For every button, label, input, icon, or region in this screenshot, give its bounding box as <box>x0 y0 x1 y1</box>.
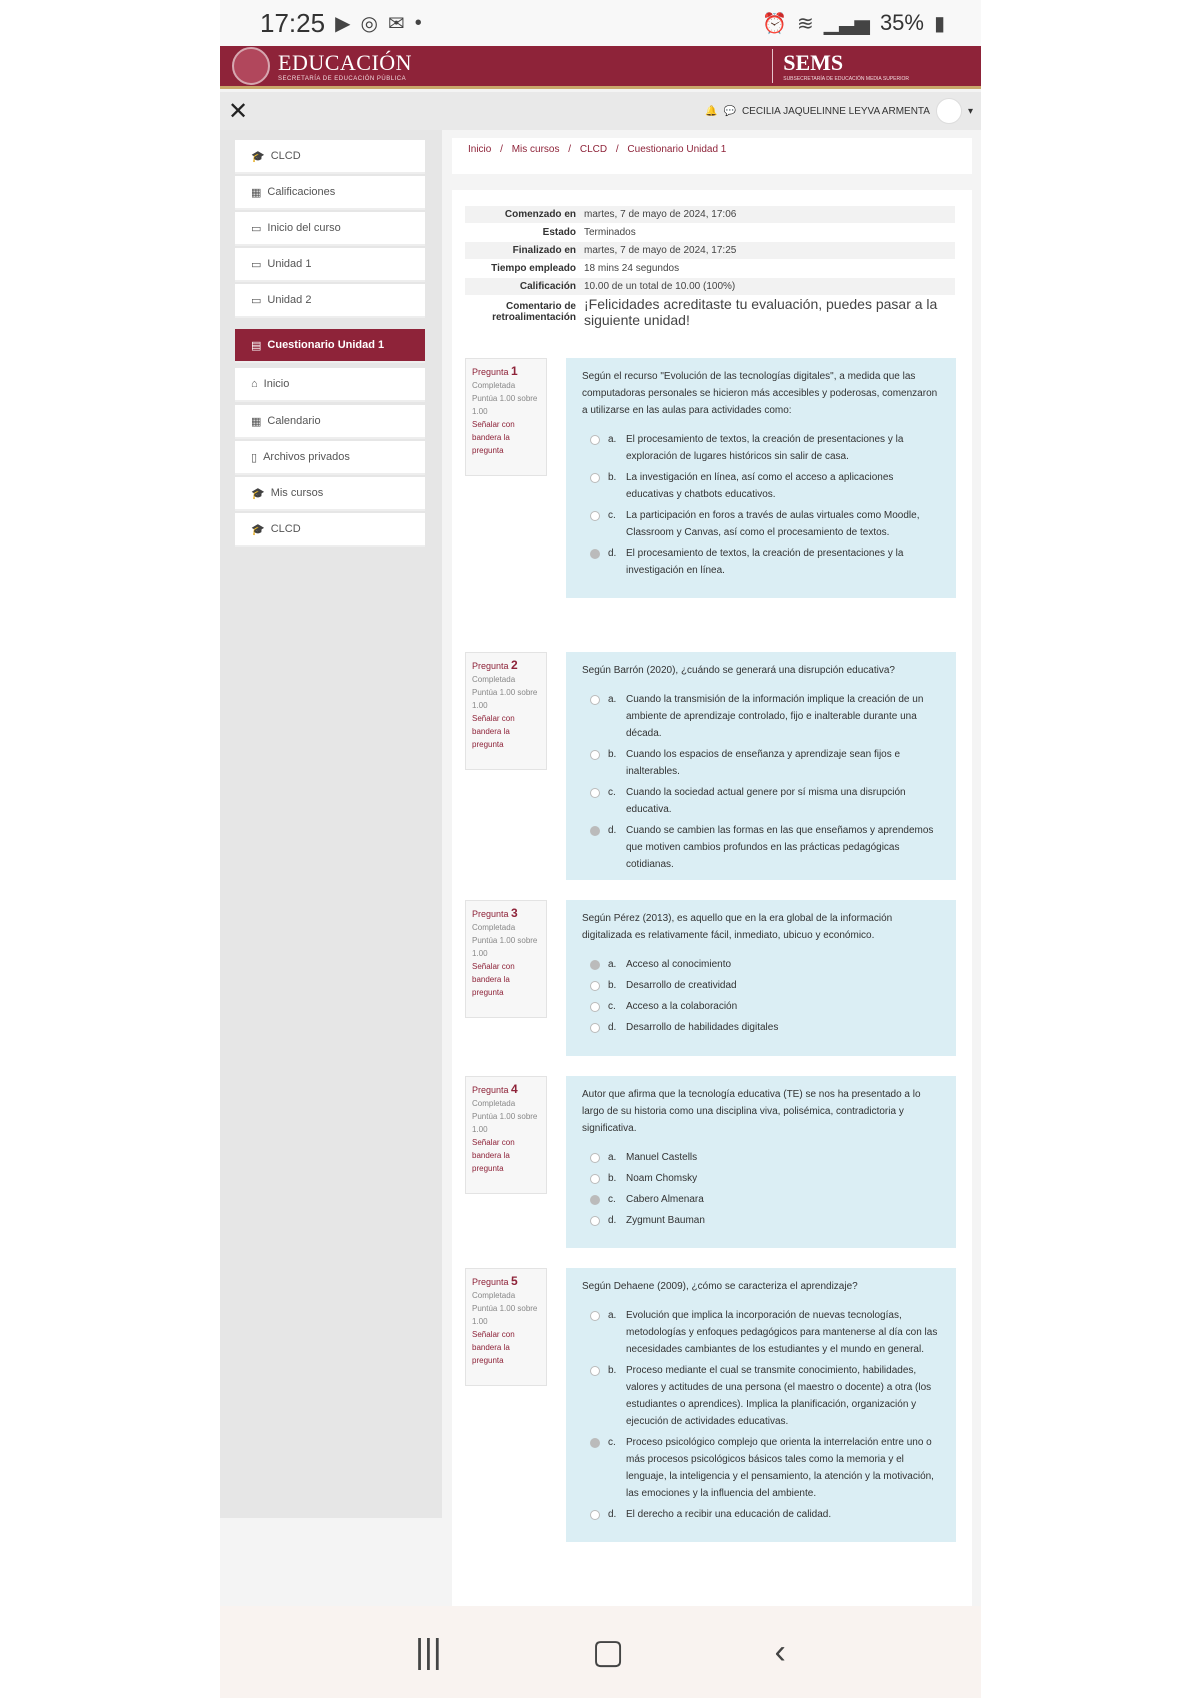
question-status: Completada <box>472 1291 516 1300</box>
option-text: El procesamiento de textos, la creación de presentaciones y la exploración de lugares históricos sin salir de casa. <box>626 434 904 462</box>
answer-option[interactable] <box>582 1307 940 1358</box>
option-text: Cuando la transmisión de la información implique la creación de un ambiente de aprendizaje controlado, fijo e inalterable durante una década. <box>626 694 924 739</box>
breadcrumb-separator: / <box>568 144 572 155</box>
sidebar <box>220 130 442 1518</box>
sidebar-item-label: Inicio <box>263 378 290 390</box>
summary-value: martes, 7 de mayo de 2024, 17:06 <box>584 209 737 220</box>
wifi-icon: ≋ <box>797 12 814 35</box>
option-text: Cabero Almenara <box>626 1194 704 1205</box>
radio-button[interactable] <box>590 1438 600 1448</box>
alarm-icon: ⏰ <box>762 12 788 35</box>
summary-row <box>465 224 955 242</box>
option-letter: c. <box>608 1001 616 1012</box>
option-text: Acceso a la colaboración <box>626 1001 738 1012</box>
answer-option[interactable] <box>582 1191 940 1208</box>
brand-educacion <box>278 50 412 82</box>
option-text: Proceso psicológico complejo que orienta la interrelación entre uno o más procesos psicológicos básicos tales como la memoria y el lenguaje, la inteligencia y el pensamiento, la atención y la motivación, las emociones y la influencia del ambiente. <box>626 1437 934 1499</box>
question-score: Puntúa 1.00 sobre 1.00 <box>472 1112 538 1134</box>
summary-row <box>465 206 955 224</box>
sidebar-item-label: Calendario <box>267 415 321 427</box>
sidebar-item-unidad-2[interactable] <box>235 284 425 318</box>
option-text: Desarrollo de habilidades digitales <box>626 1022 779 1033</box>
dot-icon: • <box>414 11 422 34</box>
option-text: El derecho a recibir una educación de calidad. <box>626 1509 832 1520</box>
option-letter: a. <box>608 959 617 970</box>
sidebar-item-label: CLCD <box>270 150 301 162</box>
option-letter: d. <box>608 548 617 559</box>
graduation-cap-icon: 🎓 <box>251 487 265 500</box>
question-text: Según Barrón (2020), ¿cuándo se generará una disrupción educativa? <box>582 665 895 676</box>
option-letter: c. <box>608 1194 616 1205</box>
option-letter: b. <box>608 1365 617 1376</box>
sidebar-item-inicio[interactable] <box>235 368 425 402</box>
answer-option[interactable] <box>582 784 940 818</box>
option-letter: b. <box>608 980 617 991</box>
top-navbar <box>220 92 981 130</box>
sidebar-item-cuestionario[interactable] <box>235 329 425 363</box>
radio-button[interactable] <box>590 960 600 970</box>
summary-label: Calificación <box>519 281 576 292</box>
summary-label: Comenzado en <box>504 209 576 220</box>
folder-icon: ▭ <box>251 222 262 235</box>
question-status: Completada <box>472 923 516 932</box>
breadcrumb-inicio[interactable]: Inicio <box>468 144 492 155</box>
avatar[interactable] <box>936 98 962 124</box>
radio-button[interactable] <box>590 981 600 991</box>
question-info <box>465 358 547 476</box>
question-info <box>465 900 547 1018</box>
flag-question-link[interactable]: Señalar con bandera la pregunta <box>472 1330 515 1365</box>
question-text: Según Dehaene (2009), ¿cómo se caracteriza el aprendizaje? <box>582 1281 858 1292</box>
breadcrumb-clcd[interactable]: CLCD <box>579 144 608 155</box>
answer-option[interactable] <box>582 1170 940 1187</box>
sidebar-item-label: Unidad 1 <box>267 258 312 270</box>
summary-value: martes, 7 de mayo de 2024, 17:25 <box>584 245 737 256</box>
option-text: Zygmunt Bauman <box>626 1215 705 1226</box>
sidebar-item-unidad-1[interactable] <box>235 248 425 282</box>
sidebar-item-label: Mis cursos <box>270 487 324 499</box>
flag-question-link[interactable]: Señalar con bandera la pregunta <box>472 420 515 455</box>
answer-option[interactable] <box>582 1212 940 1229</box>
option-letter: d. <box>608 1022 617 1033</box>
option-text: Cuando la sociedad actual genere por sí misma una disrupción educativa. <box>626 787 906 815</box>
brand-educacion-subtitle: SECRETARÍA DE EDUCACIÓN PÚBLICA <box>278 76 407 82</box>
answer-option[interactable] <box>582 507 940 541</box>
answer-option[interactable] <box>582 1019 940 1036</box>
flag-question-link[interactable]: Señalar con bandera la pregunta <box>472 1138 515 1173</box>
feedback-text: ¡Felicidades acreditaste tu evaluación, puedes pasar a la siguiente unidad! <box>584 296 938 328</box>
option-letter: a. <box>608 1310 617 1321</box>
answer-option[interactable] <box>582 822 940 873</box>
option-letter: b. <box>608 1173 617 1184</box>
user-menu[interactable] <box>705 98 973 124</box>
sidebar-item-label: Unidad 2 <box>267 294 312 306</box>
radio-button[interactable] <box>590 1153 600 1163</box>
option-letter: a. <box>608 1152 617 1163</box>
option-text: El procesamiento de textos, la creación de presentaciones y la investigación en línea. <box>626 548 904 576</box>
option-text: Cuando los espacios de enseñanza y aprendizaje sean fijos e inalterables. <box>626 749 901 777</box>
radio-button[interactable] <box>590 1002 600 1012</box>
summary-row <box>465 296 955 329</box>
breadcrumb-separator: / <box>500 144 503 155</box>
question-info <box>465 652 547 770</box>
option-letter: c. <box>608 1437 616 1448</box>
option-letter: c. <box>608 787 616 798</box>
sidebar-item-label: Cuestionario Unidad 1 <box>267 339 385 351</box>
question-text: Según el recurso "Evolución de las tecnologías digitales", a medida que las computadoras personales se hicieron más accesibles y poderosas, comenzaron a utilizarse en las aulas para actividades como: <box>582 371 938 416</box>
answer-option[interactable] <box>582 1434 940 1502</box>
brand-educacion-title: EDUCACIÓN <box>278 50 413 75</box>
question-score: Puntúa 1.00 sobre 1.00 <box>472 1304 538 1326</box>
radio-button[interactable] <box>590 1311 600 1321</box>
option-text: Evolución que implica la incorporación de nuevas tecnologías, metodologías y enfoques pedagógicos para mantenerse al día con las necesidades cambiantes de los estudiantes y el mundo en general. <box>626 1310 938 1355</box>
sidebar-item-clcd-2[interactable] <box>235 513 425 547</box>
signal-icon: ▁▃▅ <box>823 12 870 35</box>
question-number: Pregunta 2 <box>472 658 518 672</box>
sidebar-item-inicio-curso[interactable] <box>235 212 425 246</box>
radio-button[interactable] <box>590 1510 600 1520</box>
summary-value: 10.00 de un total de 10.00 (100%) <box>584 281 736 292</box>
option-text: Noam Chomsky <box>626 1173 698 1184</box>
option-letter: d. <box>608 825 617 836</box>
graduation-cap-icon: 🎓 <box>251 150 265 163</box>
option-text: Manuel Castells <box>626 1152 698 1163</box>
main-content <box>442 130 981 1606</box>
question-number: Pregunta 3 <box>472 906 518 920</box>
brand-sems-subtitle: SUBSECRETARÍA DE EDUCACIÓN MEDIA SUPERIOR <box>783 76 909 82</box>
graduation-cap-icon: 🎓 <box>251 523 265 536</box>
radio-button[interactable] <box>590 1195 600 1205</box>
radio-button[interactable] <box>590 1366 600 1376</box>
question-status: Completada <box>472 1099 516 1108</box>
answer-option[interactable] <box>582 431 940 465</box>
brand-sems <box>783 50 909 82</box>
answer-option[interactable] <box>582 1362 940 1430</box>
answer-option[interactable] <box>582 1506 940 1523</box>
youtube-icon: ▶ <box>335 12 351 35</box>
question-number: Pregunta 1 <box>472 364 518 378</box>
radio-button[interactable] <box>590 473 600 483</box>
option-letter: c. <box>608 510 616 521</box>
radio-button[interactable] <box>590 695 600 705</box>
battery-percent: 35% <box>879 10 924 35</box>
breadcrumb-separator: / <box>615 144 619 155</box>
radio-button[interactable] <box>590 1216 600 1226</box>
answer-option[interactable] <box>582 691 940 742</box>
option-letter: a. <box>608 694 617 705</box>
option-letter: b. <box>608 472 617 483</box>
breadcrumb-cuestionario[interactable]: Cuestionario Unidad 1 <box>627 144 727 155</box>
breadcrumb <box>452 138 972 174</box>
sidebar-item-calendario[interactable] <box>235 405 425 439</box>
folder-icon: ▭ <box>251 258 262 271</box>
sidebar-item-label: CLCD <box>270 523 301 535</box>
whatsapp-icon: ◎ <box>360 12 378 35</box>
sidebar-item-label: Archivos privados <box>263 451 350 463</box>
notifications-bell-icon[interactable]: 🔔 <box>705 105 718 117</box>
header-banner <box>220 46 981 89</box>
option-letter: d. <box>608 1509 617 1520</box>
sidebar-item-clcd[interactable] <box>235 140 425 174</box>
option-letter: b. <box>608 749 617 760</box>
question-text: Según Pérez (2013), es aquello que en la era global de la información digitalizada es relativamente fácil, inmediato, ubicuo y económico. <box>582 913 893 941</box>
radio-button[interactable] <box>590 1174 600 1184</box>
question-score: Puntúa 1.00 sobre 1.00 <box>472 688 538 710</box>
flag-question-link[interactable]: Señalar con bandera la pregunta <box>472 714 515 749</box>
question-number: Pregunta 4 <box>472 1082 518 1096</box>
answer-option[interactable] <box>582 998 940 1015</box>
government-seal-icon <box>232 47 270 85</box>
summary-row <box>465 278 955 296</box>
breadcrumb-mis-cursos[interactable]: Mis cursos <box>511 144 560 155</box>
question-number: Pregunta 5 <box>472 1274 518 1288</box>
radio-button[interactable] <box>590 435 600 445</box>
brand-sems-title: SEMS <box>783 50 844 75</box>
summary-value: Terminados <box>584 227 636 238</box>
folder-icon: ▭ <box>251 294 262 307</box>
question-box <box>566 900 956 1056</box>
sidebar-item-mis-cursos[interactable] <box>235 477 425 511</box>
question-score: Puntúa 1.00 sobre 1.00 <box>472 394 538 416</box>
question-box <box>566 652 956 880</box>
table-icon: ▦ <box>251 186 262 199</box>
sidebar-item-calificaciones[interactable] <box>235 176 425 210</box>
answer-option[interactable] <box>582 977 940 994</box>
question-text: Autor que afirma que la tecnología educativa (TE) se nos ha presentado a lo largo de su historia como una disciplina viva, polisémica, contradictoria y significativa. <box>582 1089 921 1134</box>
question-info <box>465 1268 547 1386</box>
summary-label: Tiempo empleado <box>491 263 576 274</box>
android-nav-bar <box>220 1606 981 1698</box>
chevron-down-icon[interactable]: ▾ <box>967 105 973 117</box>
summary-label: Estado <box>542 227 576 238</box>
sidebar-item-archivos[interactable] <box>235 441 425 475</box>
summary-label: Comentario de retroalimentación <box>492 301 576 323</box>
option-text: La investigación en línea, así como el acceso a aplicaciones educativas y chatbots educativos. <box>626 472 894 500</box>
question-box <box>566 1268 956 1542</box>
status-time: 17:25 <box>260 7 326 38</box>
user-name[interactable]: CECILIA JAQUELINNE LEYVA ARMENTA <box>741 105 930 117</box>
summary-row <box>465 260 955 278</box>
question-box <box>566 358 956 598</box>
summary-row <box>465 242 955 260</box>
flag-question-link[interactable]: Señalar con bandera la pregunta <box>472 962 515 997</box>
option-letter: d. <box>608 1215 617 1226</box>
question-status: Completada <box>472 675 516 684</box>
back-icon[interactable]: ‹ <box>774 1632 786 1671</box>
question-info <box>465 1076 547 1194</box>
phone-screen <box>220 0 981 1698</box>
option-text: Cuando se cambien las formas en las que enseñamos y aprendemos que motiven cambios profundos en las prácticas pedagógicas cotidianas. <box>626 825 934 870</box>
attempt-summary-table <box>465 206 955 329</box>
recent-apps-icon[interactable]: ||| <box>415 1632 442 1671</box>
option-text: Desarrollo de creatividad <box>626 980 737 991</box>
home-icon: ⌂ <box>251 378 258 390</box>
option-letter: a. <box>608 434 617 445</box>
radio-button[interactable] <box>590 750 600 760</box>
answer-option[interactable] <box>582 956 940 973</box>
answer-option[interactable] <box>582 1149 940 1166</box>
close-drawer-icon[interactable]: ✕ <box>228 97 249 125</box>
summary-value: 18 mins 24 segundos <box>584 263 680 274</box>
messages-icon[interactable]: 💬 <box>723 105 736 117</box>
file-icon: ▯ <box>251 451 258 464</box>
calendar-icon: ▦ <box>251 415 262 428</box>
home-button-icon[interactable]: ▢ <box>592 1633 625 1671</box>
gmail-icon: ✉ <box>387 12 405 35</box>
answer-option[interactable] <box>582 469 940 503</box>
radio-button[interactable] <box>590 826 600 836</box>
quiz-review-card <box>452 190 972 1610</box>
question-score: Puntúa 1.00 sobre 1.00 <box>472 936 538 958</box>
banner-divider <box>772 49 773 83</box>
radio-button[interactable] <box>590 1023 600 1033</box>
option-text: La participación en foros a través de aulas virtuales como Moodle, Classroom y Canvas, así como el procesamiento de textos. <box>626 510 920 538</box>
summary-label: Finalizado en <box>512 245 576 256</box>
status-bar <box>220 0 981 46</box>
radio-button[interactable] <box>590 511 600 521</box>
answer-option[interactable] <box>582 545 940 579</box>
quiz-icon: ▤ <box>251 339 262 352</box>
option-text: Proceso mediante el cual se transmite conocimiento, habilidades, valores y actitudes de una persona (el maestro o docente) a otra (los estudiantes o aprendices). Implica la planificación, organización y ejecución de actividades educativas. <box>626 1365 932 1427</box>
answer-option[interactable] <box>582 746 940 780</box>
sidebar-item-label: Calificaciones <box>267 186 336 198</box>
sidebar-item-label: Inicio del curso <box>267 222 341 234</box>
question-status: Completada <box>472 381 516 390</box>
option-text: Acceso al conocimiento <box>626 959 732 970</box>
radio-button[interactable] <box>590 788 600 798</box>
radio-button[interactable] <box>590 549 600 559</box>
question-box <box>566 1076 956 1248</box>
battery-icon: ▮ <box>933 12 945 35</box>
